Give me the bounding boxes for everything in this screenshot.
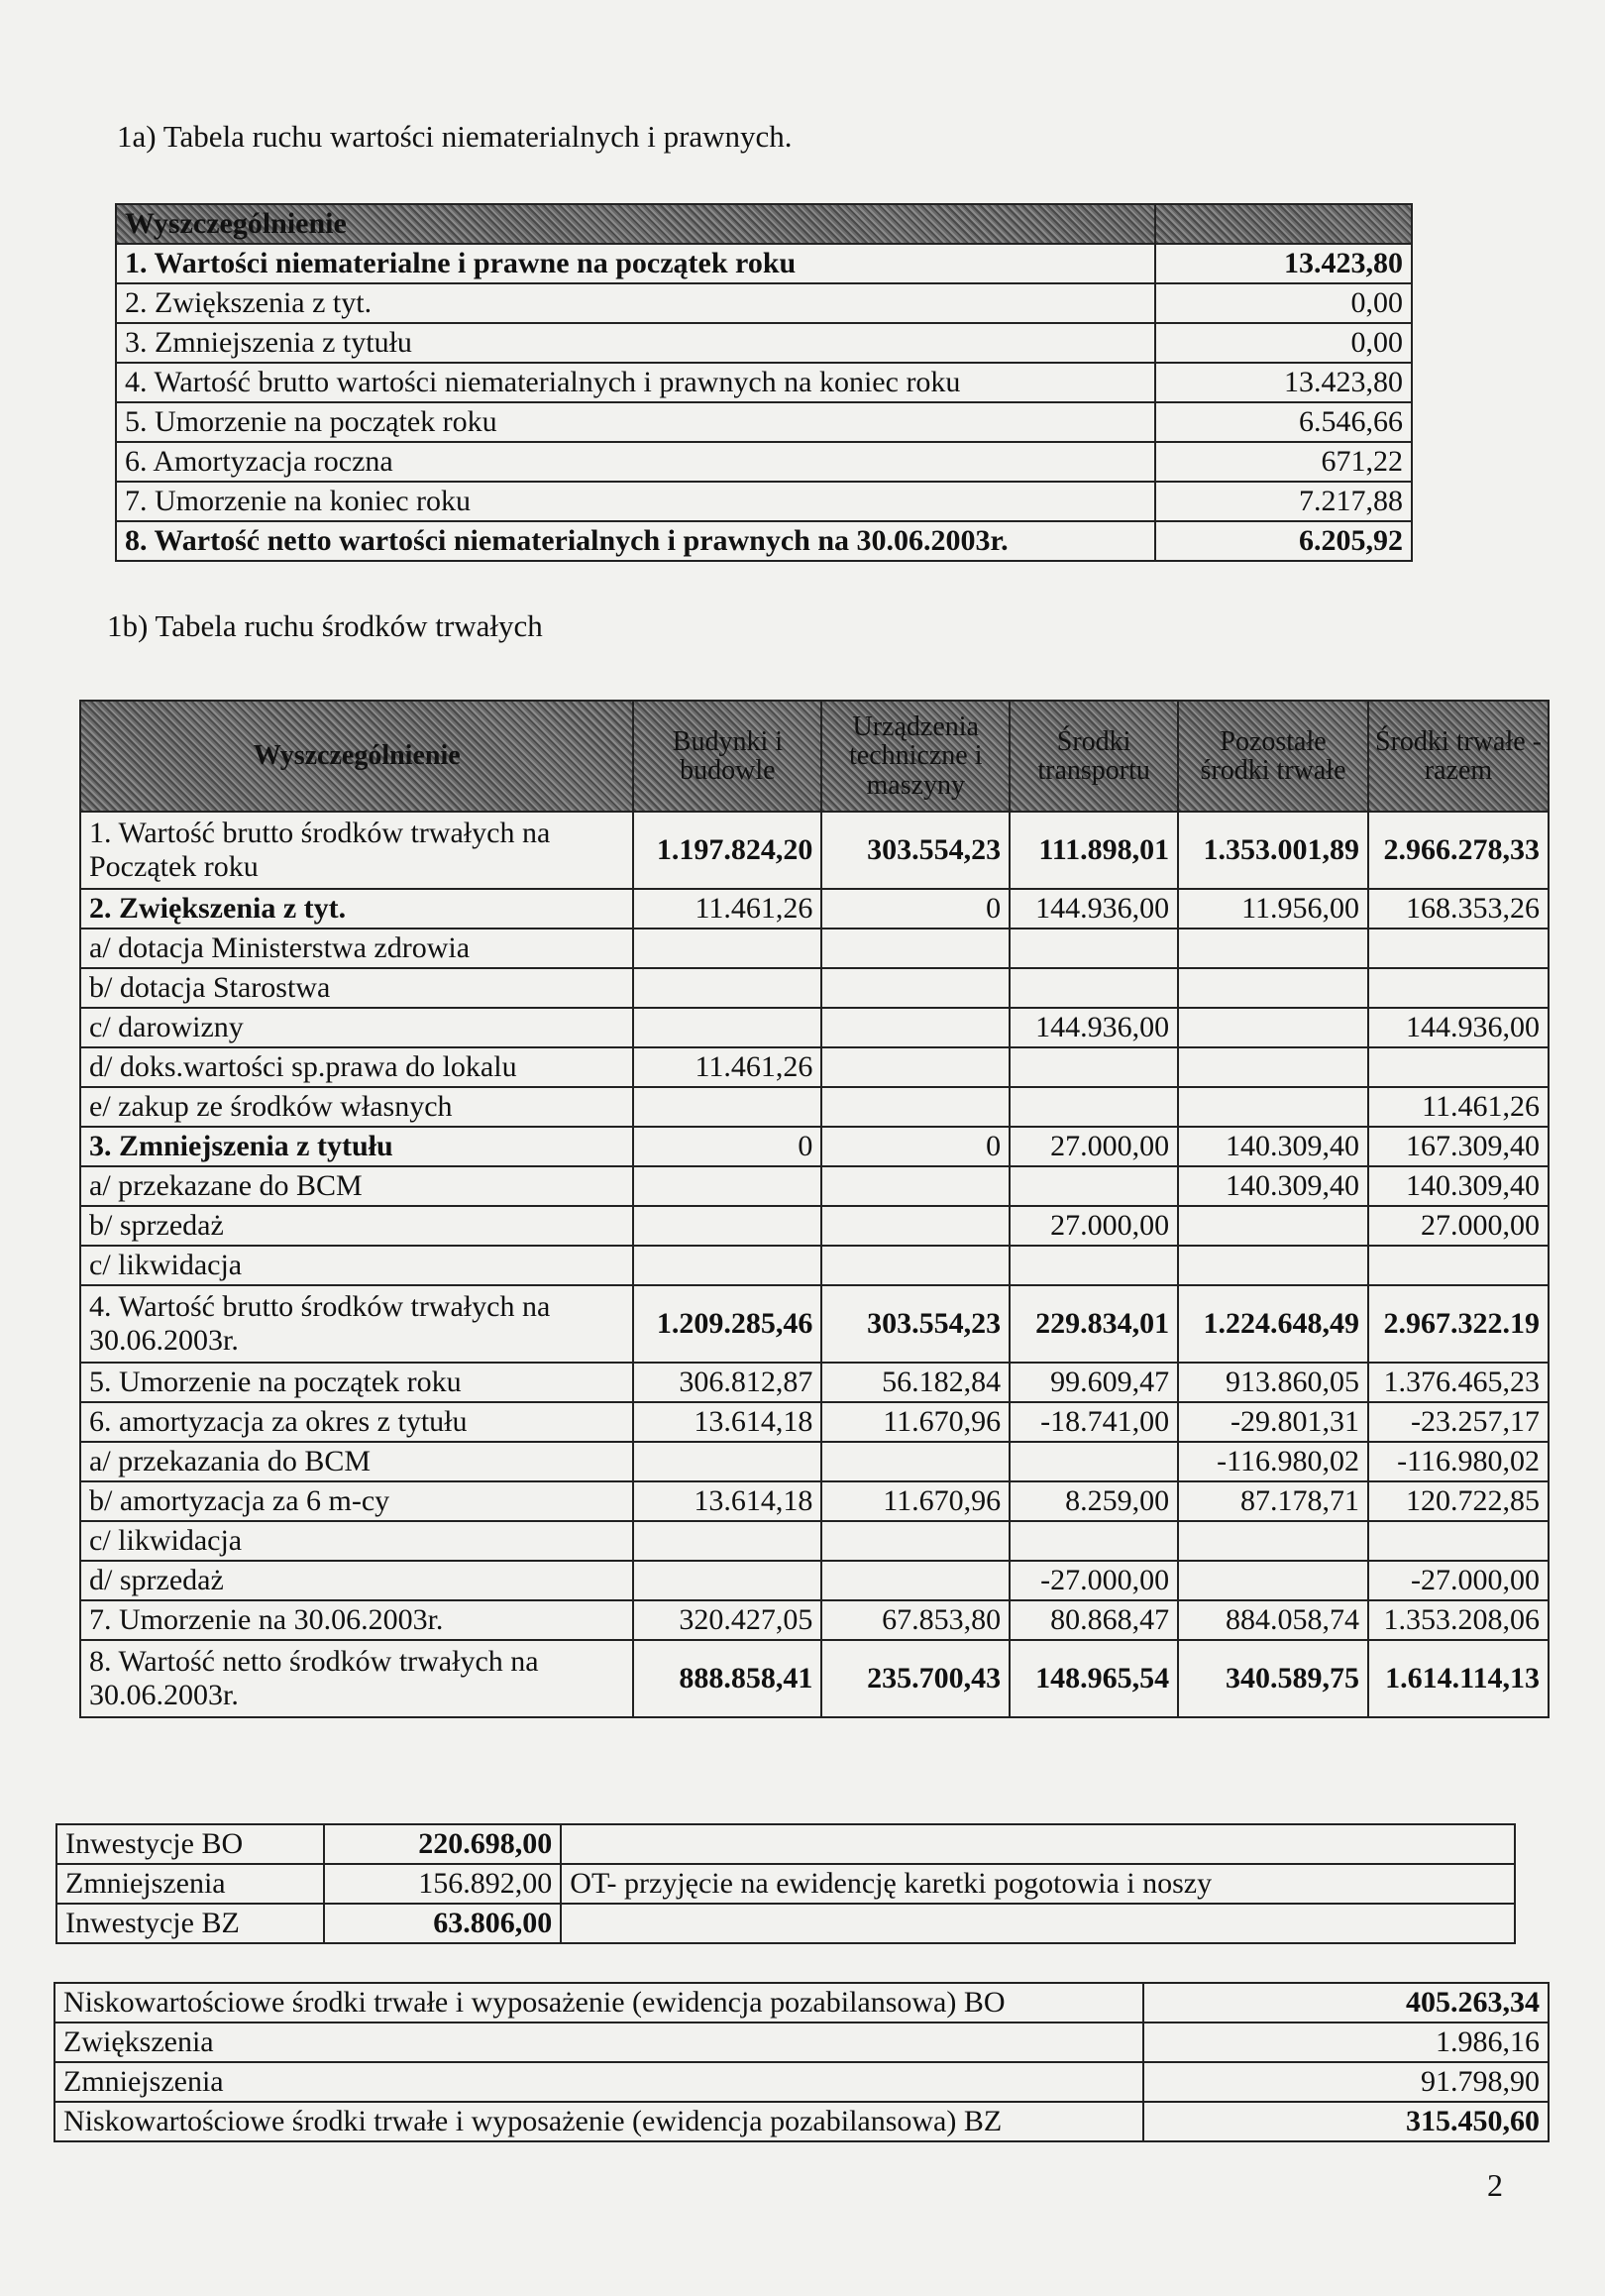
table-row [116,442,1412,482]
column-header: Budynki i budowle [633,701,821,812]
row-label: c/ likwidacja [80,1521,633,1561]
row-value: 140.309,40 [1178,1127,1368,1166]
row-value [1368,1047,1549,1087]
row-value [1010,1166,1178,1206]
row-value: -27.000,00 [1368,1561,1549,1600]
row-value: 140.309,40 [1368,1166,1549,1206]
row-label: 4. Wartość brutto środków trwałych na 30.06.2003r. [80,1285,633,1363]
row-value: 13.423,80 [1155,363,1412,402]
table-row [80,1166,1549,1206]
row-value: 2.966.278,33 [1368,812,1549,889]
row-value: 0,00 [1155,323,1412,363]
row-value: 87.178,71 [1178,1481,1368,1521]
table-row [80,1206,1549,1246]
table-row [80,1127,1549,1166]
table-row [56,1824,1515,1864]
row-label: a/ przekazane do BCM [80,1166,633,1206]
row-value: 303.554,23 [821,812,1010,889]
row-value: 0 [633,1127,821,1166]
row-value [1178,1561,1368,1600]
row-label: 3. Zmniejszenia z tytułu [80,1127,633,1166]
row-label: 4. Wartość brutto wartości niematerialnych i prawnych na koniec roku [116,363,1155,402]
row-label: c/ likwidacja [80,1246,633,1285]
row-label: 1. Wartości niematerialne i prawne na początek roku [116,244,1155,283]
table-row [56,1864,1515,1904]
row-value: 1.986,16 [1143,2023,1549,2062]
row-value: 56.182,84 [821,1363,1010,1402]
row-value: 306.812,87 [633,1363,821,1402]
table-row [56,1904,1515,1943]
row-value [1010,1047,1178,1087]
table-row [116,323,1412,363]
table-row [80,929,1549,968]
row-label: Niskowartościowe środki trwałe i wyposażenie (ewidencja pozabilansowa) BO [54,1983,1143,2023]
row-value [1010,968,1178,1008]
row-value [1178,1521,1368,1561]
row-value [1178,1047,1368,1087]
row-value: 11.670,96 [821,1481,1010,1521]
row-label: b/ dotacja Starostwa [80,968,633,1008]
row-label: d/ doks.wartości sp.prawa do lokalu [80,1047,633,1087]
row-label: 8. Wartość netto wartości niematerialnych i prawnych na 30.06.2003r. [116,521,1155,561]
row-label: a/ dotacja Ministerstwa zdrowia [80,929,633,968]
section-1a-title: 1a) Tabela ruchu wartości niematerialnych i prawnych. [117,119,793,154]
row-label: 5. Umorzenie na początek roku [80,1363,633,1402]
row-value: 405.263,34 [1143,1983,1549,2023]
table-row [80,1402,1549,1442]
row-value [633,968,821,1008]
row-value: 11.461,26 [633,889,821,929]
row-label: 7. Umorzenie na 30.06.2003r. [80,1600,633,1640]
row-label: 7. Umorzenie na koniec roku [116,482,1155,521]
row-value: 13.614,18 [633,1481,821,1521]
row-value: 13.614,18 [633,1402,821,1442]
row-value [821,968,1010,1008]
table-row [80,1285,1549,1363]
table-row [54,2102,1549,2141]
table-row [80,1561,1549,1600]
row-value [1010,1442,1178,1481]
row-value: 235.700,43 [821,1640,1010,1717]
row-value [1178,1246,1368,1285]
row-value [633,1246,821,1285]
row-label: 6. Amortyzacja roczna [116,442,1155,482]
row-value [1178,1087,1368,1127]
row-label: 8. Wartość netto środków trwałych na 30.06.2003r. [80,1640,633,1717]
column-header: Wyszczególnienie [80,701,633,812]
table-row [54,1983,1549,2023]
row-label: Inwestycje BZ [56,1904,324,1943]
intangible-assets-table [115,203,1413,562]
row-value [1010,929,1178,968]
table-row [80,1047,1549,1087]
row-value [821,1166,1010,1206]
row-value: 0 [821,889,1010,929]
row-value [1178,1206,1368,1246]
table-row [116,521,1412,561]
row-value: 0 [821,1127,1010,1166]
column-header: Środki trwałe - razem [1368,701,1549,812]
table-row [80,1640,1549,1717]
row-value [821,1087,1010,1127]
row-value: 1.224.648,49 [1178,1285,1368,1363]
row-value: 220.698,00 [324,1824,562,1864]
row-value [633,1206,821,1246]
row-value [1010,1087,1178,1127]
table-row [116,402,1412,442]
row-value: 1.209.285,46 [633,1285,821,1363]
row-value [821,929,1010,968]
row-value: 0,00 [1155,283,1412,323]
row-label: Zmniejszenia [54,2062,1143,2102]
fixed-assets-table [79,700,1550,1718]
row-value [1010,1521,1178,1561]
table-row [80,1008,1549,1047]
row-value [633,1442,821,1481]
row-note [561,1904,1515,1943]
row-label: Zmniejszenia [56,1864,324,1904]
section-1b-title: 1b) Tabela ruchu środków trwałych [107,608,543,643]
column-header: Pozostałe środki trwałe [1178,701,1368,812]
row-value: 120.722,85 [1368,1481,1549,1521]
row-value [821,1561,1010,1600]
row-value: 27.000,00 [1010,1127,1178,1166]
row-value: 11.670,96 [821,1402,1010,1442]
row-value [1368,1521,1549,1561]
row-value: 27.000,00 [1010,1206,1178,1246]
row-value [633,1008,821,1047]
row-label: a/ przekazania do BCM [80,1442,633,1481]
row-value [633,1087,821,1127]
row-value [1368,1246,1549,1285]
row-value: 1.376.465,23 [1368,1363,1549,1402]
row-value [633,1561,821,1600]
row-value: 80.868,47 [1010,1600,1178,1640]
row-value: -18.741,00 [1010,1402,1178,1442]
row-value [633,1166,821,1206]
table-row [54,2023,1549,2062]
row-value: 1.353.001,89 [1178,812,1368,889]
row-label: Zwiększenia [54,2023,1143,2062]
row-value [1368,968,1549,1008]
row-value [1368,929,1549,968]
row-value: 315.450,60 [1143,2102,1549,2141]
row-value [821,1442,1010,1481]
row-value: 11.461,26 [633,1047,821,1087]
table-row [80,1246,1549,1285]
row-value: 8.259,00 [1010,1481,1178,1521]
row-value: 11.956,00 [1178,889,1368,929]
row-value: 320.427,05 [633,1600,821,1640]
row-value: 913.860,05 [1178,1363,1368,1402]
table-row [116,363,1412,402]
row-value: 111.898,01 [1010,812,1178,889]
table-row [116,244,1412,283]
table-header-row [80,701,1549,812]
row-value: 144.936,00 [1368,1008,1549,1047]
table-row [80,1600,1549,1640]
row-label: c/ darowizny [80,1008,633,1047]
row-value: -23.257,17 [1368,1402,1549,1442]
row-value: 63.806,00 [324,1904,562,1943]
investments-table [55,1823,1516,1944]
row-note [561,1824,1515,1864]
row-value [821,1521,1010,1561]
row-value: -116.980,02 [1178,1442,1368,1481]
row-value: -27.000,00 [1010,1561,1178,1600]
row-value: 340.589,75 [1178,1640,1368,1717]
table-header-row [116,204,1412,244]
row-value: 6.205,92 [1155,521,1412,561]
table-row [116,482,1412,521]
row-label: 2. Zwiększenia z tyt. [80,889,633,929]
row-label: b/ amortyzacja za 6 m-cy [80,1481,633,1521]
row-value: -116.980,02 [1368,1442,1549,1481]
row-value: 91.798,90 [1143,2062,1549,2102]
row-note: OT- przyjęcie na ewidencję karetki pogotowia i noszy [561,1864,1515,1904]
column-header: Urządzenia techniczne i maszyny [821,701,1010,812]
table-row [54,2062,1549,2102]
low-value-assets-table [54,1982,1550,2142]
row-value: 156.892,00 [324,1864,562,1904]
row-label: e/ zakup ze środków własnych [80,1087,633,1127]
row-value: 7.217,88 [1155,482,1412,521]
row-value: 140.309,40 [1178,1166,1368,1206]
row-label: 2. Zwiększenia z tyt. [116,283,1155,323]
row-label: Inwestycje BO [56,1824,324,1864]
row-value: 168.353,26 [1368,889,1549,929]
row-value: 6.546,66 [1155,402,1412,442]
row-label: 1. Wartość brutto środków trwałych na Początek roku [80,812,633,889]
row-value: 67.853,80 [821,1600,1010,1640]
row-value: 884.058,74 [1178,1600,1368,1640]
row-value [1178,929,1368,968]
page-number: 2 [1487,2167,1503,2203]
row-label: 6. amortyzacja za okres z tytułu [80,1402,633,1442]
row-value: 167.309,40 [1368,1127,1549,1166]
row-label: 5. Umorzenie na początek roku [116,402,1155,442]
row-value: 888.858,41 [633,1640,821,1717]
row-value: 671,22 [1155,442,1412,482]
row-value: 148.965,54 [1010,1640,1178,1717]
row-value: 144.936,00 [1010,889,1178,929]
row-value [821,1008,1010,1047]
row-value [821,1246,1010,1285]
row-value [1178,1008,1368,1047]
row-value: 1.197.824,20 [633,812,821,889]
row-value: 13.423,80 [1155,244,1412,283]
table-row [80,812,1549,889]
row-value: 1.614.114,13 [1368,1640,1549,1717]
table-row [80,1363,1549,1402]
row-value [1010,1246,1178,1285]
row-value [821,1047,1010,1087]
row-value: 99.609,47 [1010,1363,1178,1402]
column-header: Środki transportu [1010,701,1178,812]
column-header: Wyszczególnienie [116,204,1155,244]
row-label: b/ sprzedaż [80,1206,633,1246]
table-row [80,889,1549,929]
table-row [80,968,1549,1008]
row-value: 144.936,00 [1010,1008,1178,1047]
table-row [80,1481,1549,1521]
row-value: 303.554,23 [821,1285,1010,1363]
row-value: -29.801,31 [1178,1402,1368,1442]
row-value [633,1521,821,1561]
table-row [80,1087,1549,1127]
row-value: 11.461,26 [1368,1087,1549,1127]
table-row [80,1442,1549,1481]
row-value [1178,968,1368,1008]
column-header-value [1155,204,1412,244]
row-value: 2.967.322.19 [1368,1285,1549,1363]
row-label: Niskowartościowe środki trwałe i wyposażenie (ewidencja pozabilansowa) BZ [54,2102,1143,2141]
row-label: 3. Zmniejszenia z tytułu [116,323,1155,363]
row-value: 27.000,00 [1368,1206,1549,1246]
row-value: 229.834,01 [1010,1285,1178,1363]
table-row [80,1521,1549,1561]
row-value: 1.353.208,06 [1368,1600,1549,1640]
table-row [116,283,1412,323]
row-value [633,929,821,968]
row-value [821,1206,1010,1246]
row-label: d/ sprzedaż [80,1561,633,1600]
